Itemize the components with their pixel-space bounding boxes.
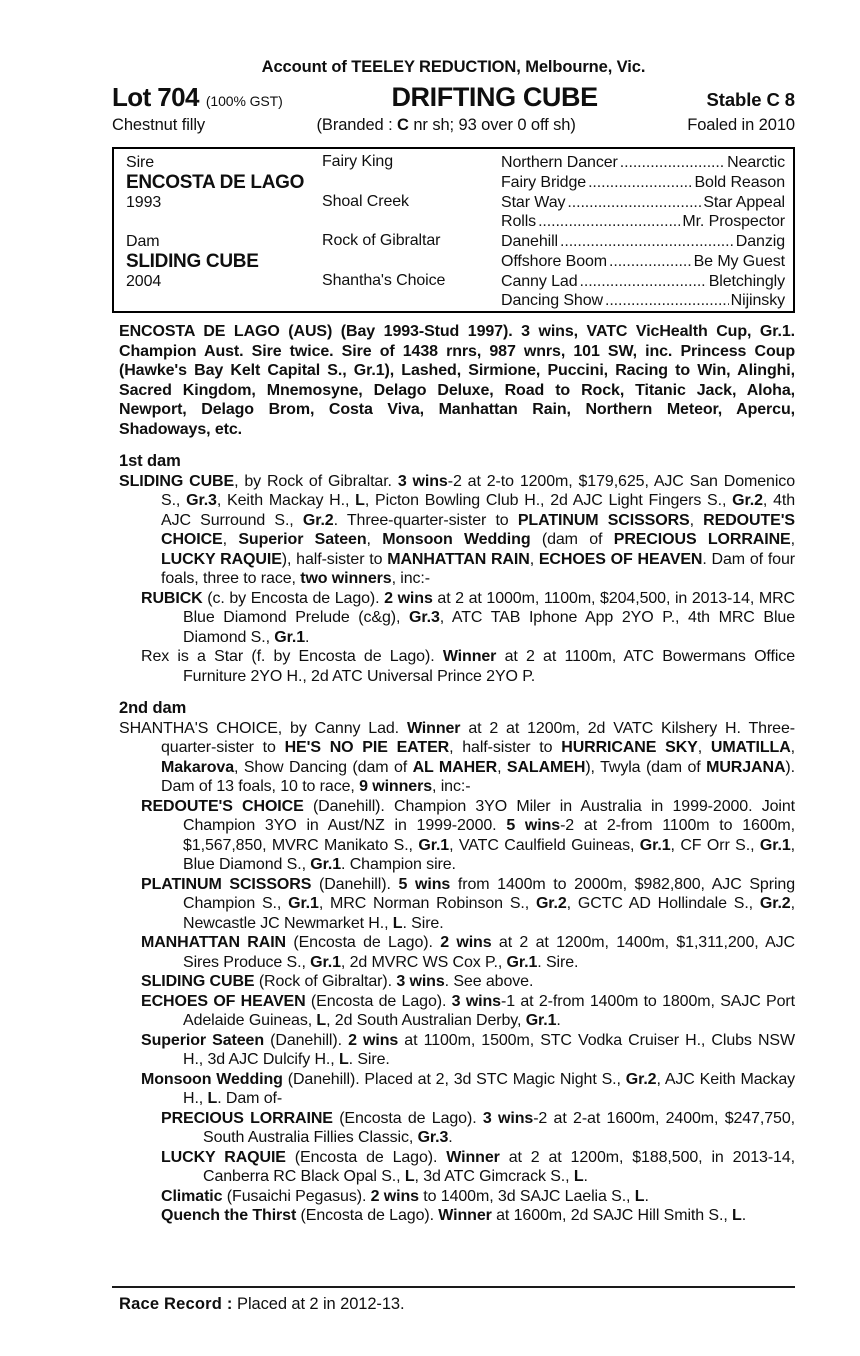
dot-leader bbox=[560, 232, 734, 252]
pedigree-table bbox=[112, 147, 795, 313]
dam-progeny-entry: Quench the Thirst (Encosta de Lago). Winner at 1600m, 2d SAJC Hill Smith S., L. bbox=[161, 1207, 747, 1224]
horse-name: DRIFTING CUBE bbox=[391, 82, 598, 112]
brand-info: (Branded : C nr sh; 93 over 0 off sh) bbox=[316, 116, 576, 134]
sire-ancestors-column bbox=[501, 153, 785, 232]
pedigree-ancestor-row bbox=[501, 232, 785, 252]
dam-id-column bbox=[126, 232, 321, 291]
dam-block bbox=[126, 232, 785, 311]
ancestor-name: Dancing Show bbox=[501, 292, 603, 310]
dam-progeny-entry: RUBICK (c. by Encosta de Lago). 2 wins at 2 at 1000m, 1100m, $204,500, in 2013-14, MRC Blue Diamond Prelude (c&g), Gr.3, ATC TAB Iphone App 2YO P., 4th MRC Blue Diamond S., Gr.1. bbox=[141, 589, 796, 646]
gst-note: (100% GST) bbox=[205, 93, 283, 109]
dam-ancestors-column bbox=[501, 232, 785, 311]
foaled-year: Foaled in 2010 bbox=[687, 116, 795, 134]
ancestor-parent: Mr. Prospector bbox=[682, 213, 785, 231]
dam-progeny-entry: Monsoon Wedding (Danehill). Placed at 2, 3d STC Magic Night S., Gr.2, AJC Keith Mackay H., L. Dam of- bbox=[141, 1070, 796, 1107]
sire-sire-name: Fairy King bbox=[322, 153, 394, 170]
dam-progeny-entry: SHANTHA'S CHOICE, by Canny Lad. Winner at 2 at 1200m, 2d VATC Kilshery H. Three-quarter-sister to HE'S NO PIE EATER, half-sister to HURRICANE SKY, UMATILLA, Makarova, Show Dancing (dam of AL MAHER, SALAMEH), Twyla (dam of MURJANA). Dam of 13 foals, 10 to race, 9 winners, inc:- bbox=[119, 719, 796, 795]
sire-id-column bbox=[126, 153, 321, 212]
dot-leader bbox=[580, 272, 707, 292]
dam-progeny-entry: MANHATTAN RAIN (Encosta de Lago). 2 wins at 2 at 1200m, 1400m, $1,311,200, AJC Sires Produce S., Gr.1, 2d MVRC WS Cox P., Gr.1. Sire. bbox=[141, 934, 796, 971]
dam-name: SLIDING CUBE bbox=[126, 250, 259, 272]
pedigree-ancestor-row bbox=[501, 212, 785, 232]
dam-year: 2004 bbox=[126, 272, 162, 290]
ancestor-parent: Star Appeal bbox=[703, 193, 785, 211]
dot-leader bbox=[538, 212, 680, 232]
dot-leader bbox=[609, 252, 692, 272]
ancestor-name: Danehill bbox=[501, 233, 559, 250]
ancestor-parent: Bold Reason bbox=[694, 173, 785, 191]
sire-year: 1993 bbox=[126, 193, 162, 211]
pedigree-ancestor-row bbox=[501, 153, 785, 173]
sire-name: ENCOSTA DE LAGO bbox=[126, 171, 305, 193]
ancestor-parent: Nijinsky bbox=[730, 292, 785, 310]
dam-progeny-entry: SLIDING CUBE (Rock of Gibraltar). 3 wins. See above. bbox=[141, 973, 534, 990]
pedigree-ancestor-row bbox=[501, 193, 785, 213]
dam-progeny-entry: PLATINUM SCISSORS (Danehill). 5 wins from 1400m to 2000m, $982,800, AJC Spring Champion S., Gr.1, MRC Norman Robinson S., Gr.2, GCTC AD Hollindale S., Gr.2, Newcastle JC Newmarket H., L. Sire. bbox=[141, 875, 796, 932]
pedigree-ancestor-row bbox=[501, 272, 785, 292]
pedigree-ancestor-row bbox=[501, 252, 785, 272]
stable-number: Stable C 8 bbox=[706, 89, 795, 110]
dam-progeny-entry: Climatic (Fusaichi Pegasus). 2 wins to 1400m, 3d SAJC Laelia S., L. bbox=[161, 1187, 649, 1205]
ancestor-name: Offshore Boom bbox=[501, 252, 608, 270]
description-line bbox=[112, 116, 795, 135]
dam-progeny-entry: LUCKY RAQUIE (Encosta de Lago). Winner at 2 at 1200m, $188,500, in 2013-14, Canberra RC Black Opal S., L, 3d ATC Gimcrack S., L. bbox=[161, 1148, 795, 1185]
sire-summary: ENCOSTA DE LAGO (AUS) (Bay 1993-Stud 1997). 3 wins, VATC VicHealth Cup, Gr.1. Champion Aust. Sire twice. Sire of 1438 rnrs, 987 wnrs, 101 SW, inc. Princess Coup (Hawke's Bay Kelt Capital S., Gr.1), Lashed, Sirmione, Puccini, Racing to Win, Alinghi, Sacred Kingdom, Mnemosyne, Delago Deluxe, Road to Rock, Titanic Jack, Aloha, Newport, Delago Brom, Costa Viva, Manhattan Rain, Northern Meteor, Apercu, Shadoways, etc. bbox=[119, 323, 795, 438]
dam-dam-name: Shantha's Choice bbox=[322, 271, 446, 289]
ancestor-name: Star Way bbox=[501, 193, 566, 211]
first-dam-heading: 1st dam bbox=[119, 452, 181, 470]
ancestor-parent: Danzig bbox=[735, 233, 785, 250]
dam-label: Dam bbox=[126, 233, 160, 250]
ancestor-name: Fairy Bridge bbox=[501, 173, 587, 191]
second-dam-heading: 2nd dam bbox=[119, 699, 187, 717]
dam-progeny-entry: ECHOES OF HEAVEN (Encosta de Lago). 3 wins-1 at 2-from 1400m to 1800m, SAJC Port Adelaide Guineas, L, 2d South Australian Derby, Gr.1. bbox=[141, 992, 795, 1029]
sire-label: Sire bbox=[126, 154, 155, 171]
ancestor-name: Canny Lad bbox=[501, 272, 578, 290]
dot-leader bbox=[588, 173, 692, 193]
dam-progeny-entry: Superior Sateen (Danehill). 2 wins at 1100m, 1500m, STC Vodka Cruiser H., Clubs NSW H., 3d AJC Dulcify H., L. Sire. bbox=[141, 1031, 795, 1068]
title-bar bbox=[112, 82, 795, 113]
dam-progeny-entry: Rex is a Star (f. by Encosta de Lago). Winner at 2 at 1100m, ATC Bowermans Office Furniture 2YO H., 2d ATC Universal Prince 2YO P. bbox=[141, 648, 795, 685]
ancestor-parent: Nearctic bbox=[727, 154, 785, 171]
race-record-label: Race Record : bbox=[119, 1295, 233, 1313]
dam-sire-name: Rock of Gibraltar bbox=[322, 232, 441, 249]
sire-block bbox=[126, 153, 785, 232]
dot-leader bbox=[620, 153, 725, 173]
color-sex: Chestnut filly bbox=[112, 116, 206, 134]
pedigree-ancestor-row bbox=[501, 291, 785, 311]
dam-progeny-entry: REDOUTE'S CHOICE (Danehill). Champion 3YO Miler in Australia in 1999-2000. Joint Champion 3YO in Aust/NZ in 1999-2000. 5 wins-2 at 2-from 1100m to 1600m, $1,567,850, MVRC Manikato S., Gr.1, VATC Caulfield Guineas, Gr.1, CF Orr S., Gr.1, Blue Diamond S., Gr.1. Champion sire. bbox=[141, 797, 796, 873]
race-record bbox=[112, 1286, 795, 1314]
dot-leader bbox=[567, 193, 701, 213]
dam-progeny-entry: SLIDING CUBE, by Rock of Gibraltar. 3 wins-2 at 2-to 1200m, $179,625, AJC San Domenico S., Gr.3, Keith Mackay H., L, Picton Bowling Club H., 2d AJC Light Fingers S., Gr.2, 4th AJC Surround S., Gr.2. Three-quarter-sister to PLATINUM SCISSORS, REDOUTE'S CHOICE, Superior Sateen, Monsoon Wedding (dam of PRECIOUS LORRAINE, LUCKY RAQUIE), half-sister to MANHATTAN RAIN, ECHOES OF HEAVEN. Dam of four foals, three to race, two winners, inc:- bbox=[119, 472, 796, 587]
sire-dam-name: Shoal Creek bbox=[322, 192, 409, 210]
dam-progeny-entry: PRECIOUS LORRAINE (Encosta de Lago). 3 wins-2 at 2-at 1600m, 2400m, $247,750, South Australia Fillies Classic, Gr.3. bbox=[161, 1109, 795, 1146]
ancestor-parent: Be My Guest bbox=[693, 252, 785, 270]
ancestor-name: Rolls bbox=[501, 213, 537, 231]
ancestor-parent: Bletchingly bbox=[708, 272, 785, 290]
lot-number: Lot 704 bbox=[112, 82, 199, 112]
account-line: Account of TEELEY REDUCTION, Melbourne, Vic. bbox=[261, 58, 646, 76]
ancestor-name: Northern Dancer bbox=[501, 154, 618, 171]
pedigree-ancestor-row bbox=[501, 173, 785, 193]
race-record-value: Placed at 2 in 2012-13. bbox=[237, 1295, 405, 1313]
dot-leader bbox=[605, 291, 729, 311]
